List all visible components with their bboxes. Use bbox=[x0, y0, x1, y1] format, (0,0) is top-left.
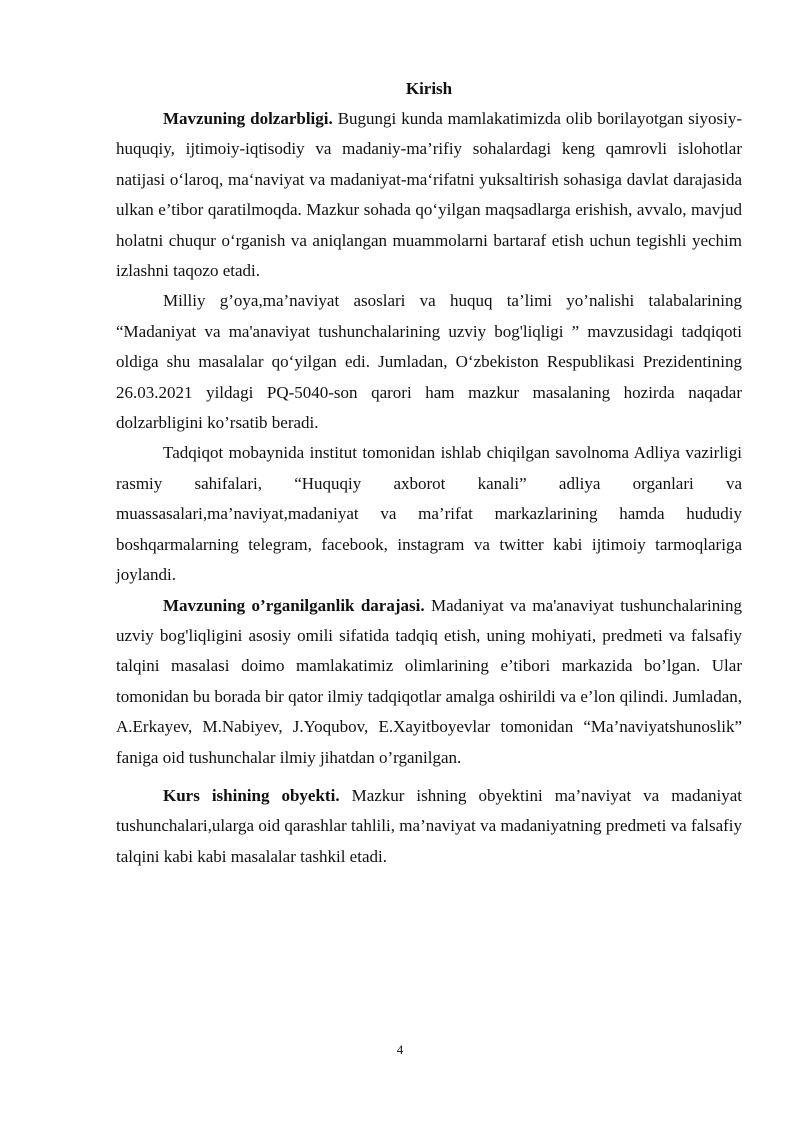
paragraph-heading: Kurs ishining obyekti. bbox=[163, 785, 340, 805]
page-number: 4 bbox=[396, 1042, 404, 1057]
paragraph-heading: Mavzuning dolzarbligi. bbox=[163, 109, 333, 128]
paragraph-text: Tadqiqot mobaynida institut tomonidan ishlab chiqilgan savolnoma Adliya vazirligi rasmiy sahifalari, “Huquqiy axborot kanali” adliya organlari va muassasalari,ma’naviyat,madaniyat va ma’rifat markazlarining hamda hududiy boshqarmalarning telegram, facebook, instagram va twitter kabi ijtimoiy tarmoqlariga joylandi. bbox=[116, 443, 742, 585]
paragraph-object bbox=[116, 781, 742, 872]
paragraph-questionnaire bbox=[116, 438, 742, 590]
paragraph-relevance bbox=[116, 104, 742, 286]
paragraph-heading: Mavzuning o’rganilganlik darajasi. bbox=[163, 595, 425, 615]
page-content bbox=[116, 74, 742, 872]
paragraph-text: Madaniyat va ma'anaviyat tushunchalarining uzviy bog'liqligini asosiy omili sifatida tadqiq etish, uning mohiyati, predmeti va falsafiy talqini masalasi doimo mamlakatimiz olimlarining e’tibori markazida bo’lgan. Ular tomonidan bu borada bir qator ilmiy tadqiqotlar amalga oshirildi va e’lon qilindi. Jumladan, A.Erkayev, M.Nabiyev, J.Yoqubov, E.Xayitboyevlar tomonidan “Ma’naviyatshunoslik” faniga oid tushunchalar ilmiy jihatdan o’rganilgan. bbox=[116, 595, 742, 767]
paragraph-text: Bugungi kunda mamlakatimizda olib borilayotgan siyosiy-huquqiy, ijtimoiy-iqtisodiy va madaniy-ma’rifiy sohalardagi keng qamrovli islohotlar natijasi o‘laroq, ma‘naviyat va madaniyat-ma‘rifatni yuksaltirish sohasiga davlat darajasida ulkan e’tibor qaratilmoqda. Mazkur sohada qo‘yilgan maqsadlarga erishish, avvalo, mavjud holatni chuqur o‘rganish va aniqlangan muammolarni bartaraf etish uchun tegishli yechim izlashni taqozo etadi. bbox=[116, 109, 742, 281]
paragraph-research-task bbox=[116, 286, 742, 438]
paragraph-text: Milliy g’oya,ma’naviyat asoslari va huquq ta’limi yo’nalishi talabalarining “Madaniyat va ma'anaviyat tushunchalarining uzviy bog'liqligi ” mavzusidagi tadqiqoti oldiga shu masalalar qo‘yilgan edi. Jumladan, O‘zbekiston Respublikasi Prezidentining 26.03.2021 yildagi PQ-5040-son qarori ham mazkur masalaning hozirda naqadar dolzarbligini ko’rsatib beradi. bbox=[116, 291, 742, 433]
section-title: Kirish bbox=[405, 79, 453, 98]
paragraph-text: Mazkur ishning obyektini ma’naviyat va madaniyat tushunchalari,ularga oid qarashlar tahlili, ma’naviyat va madaniyatning predmeti va falsafiy talqini kabi kabi masalalar tashkil etadi. bbox=[116, 785, 743, 866]
paragraph-study-level bbox=[116, 591, 742, 773]
